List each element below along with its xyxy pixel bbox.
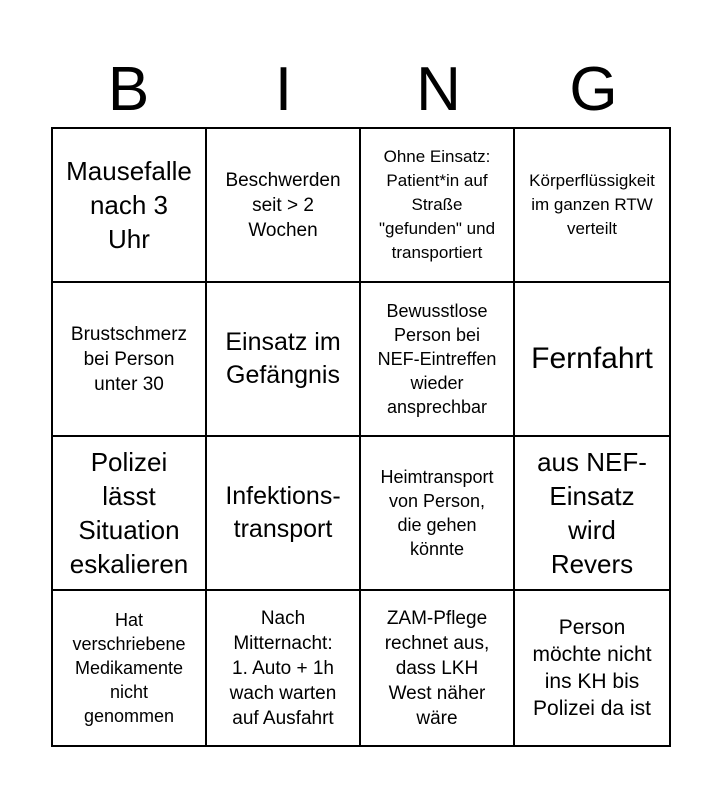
- cell-label: Beschwerden seit > 2 Wochen: [225, 169, 341, 241]
- bingo-cell-r4c3[interactable]: [361, 591, 515, 745]
- bingo-cell-r3c1[interactable]: [53, 437, 207, 591]
- header-letter-n: N: [416, 55, 461, 124]
- bingo-cell-r1c1[interactable]: [53, 129, 207, 283]
- cell-label: aus NEF- Einsatz wird Revers: [537, 447, 647, 579]
- cell-label: Polizei lässt Situation eskalieren: [69, 447, 189, 579]
- bingo-cell-r2c1[interactable]: [53, 283, 207, 437]
- bingo-cell-r2c4[interactable]: [515, 283, 669, 437]
- cell-label: Ohne Einsatz: Patient*in auf Straße "gefunden" und transportiert: [378, 147, 496, 262]
- bingo-cell-r1c4[interactable]: [515, 129, 669, 283]
- cell-label: Nach Mitternacht: 1. Auto + 1h wach warten auf Ausfahrt: [229, 607, 337, 729]
- cell-label: ZAM-Pflege rechnet aus, dass LKH West näher wäre: [384, 607, 490, 729]
- header-letter-i: I: [274, 55, 293, 124]
- cell-label: Infektions- transport: [225, 482, 341, 543]
- bingo-cell-r4c4[interactable]: [515, 591, 669, 745]
- bingo-cell-r1c2[interactable]: [207, 129, 361, 283]
- cell-label: Fernfahrt: [531, 342, 653, 375]
- bingo-cell-r3c3[interactable]: [361, 437, 515, 591]
- cell-label: Körperflüssigkeit im ganzen RTW verteilt: [529, 171, 655, 238]
- cell-label: Bewusstlose Person bei NEF-Eintreffen wieder ansprechbar: [377, 301, 497, 417]
- bingo-cell-r4c2[interactable]: [207, 591, 361, 745]
- bingo-cell-r1c3[interactable]: [361, 129, 515, 283]
- bingo-cell-r4c1[interactable]: [53, 591, 207, 745]
- header-letter-b: B: [107, 55, 150, 124]
- cell-label: Hat verschriebene Medikamente nicht genommen: [72, 610, 186, 726]
- bingo-board: [51, 127, 671, 747]
- cell-label: Heimtransport von Person, die gehen könnte: [380, 467, 494, 559]
- cell-label: Mausefalle nach 3 Uhr: [66, 156, 192, 254]
- cell-label: Brustschmerz bei Person unter 30: [70, 323, 188, 395]
- bingo-header: [51, 52, 671, 128]
- cell-label: Einsatz im Gefängnis: [225, 328, 341, 389]
- bingo-cell-r2c3[interactable]: [361, 283, 515, 437]
- bingo-cell-r3c2[interactable]: [207, 437, 361, 591]
- bingo-cell-r3c4[interactable]: [515, 437, 669, 591]
- header-letter-g: G: [569, 55, 618, 124]
- bingo-cell-r2c2[interactable]: [207, 283, 361, 437]
- cell-label: Person möchte nicht ins KH bis Polizei da ist: [532, 616, 652, 720]
